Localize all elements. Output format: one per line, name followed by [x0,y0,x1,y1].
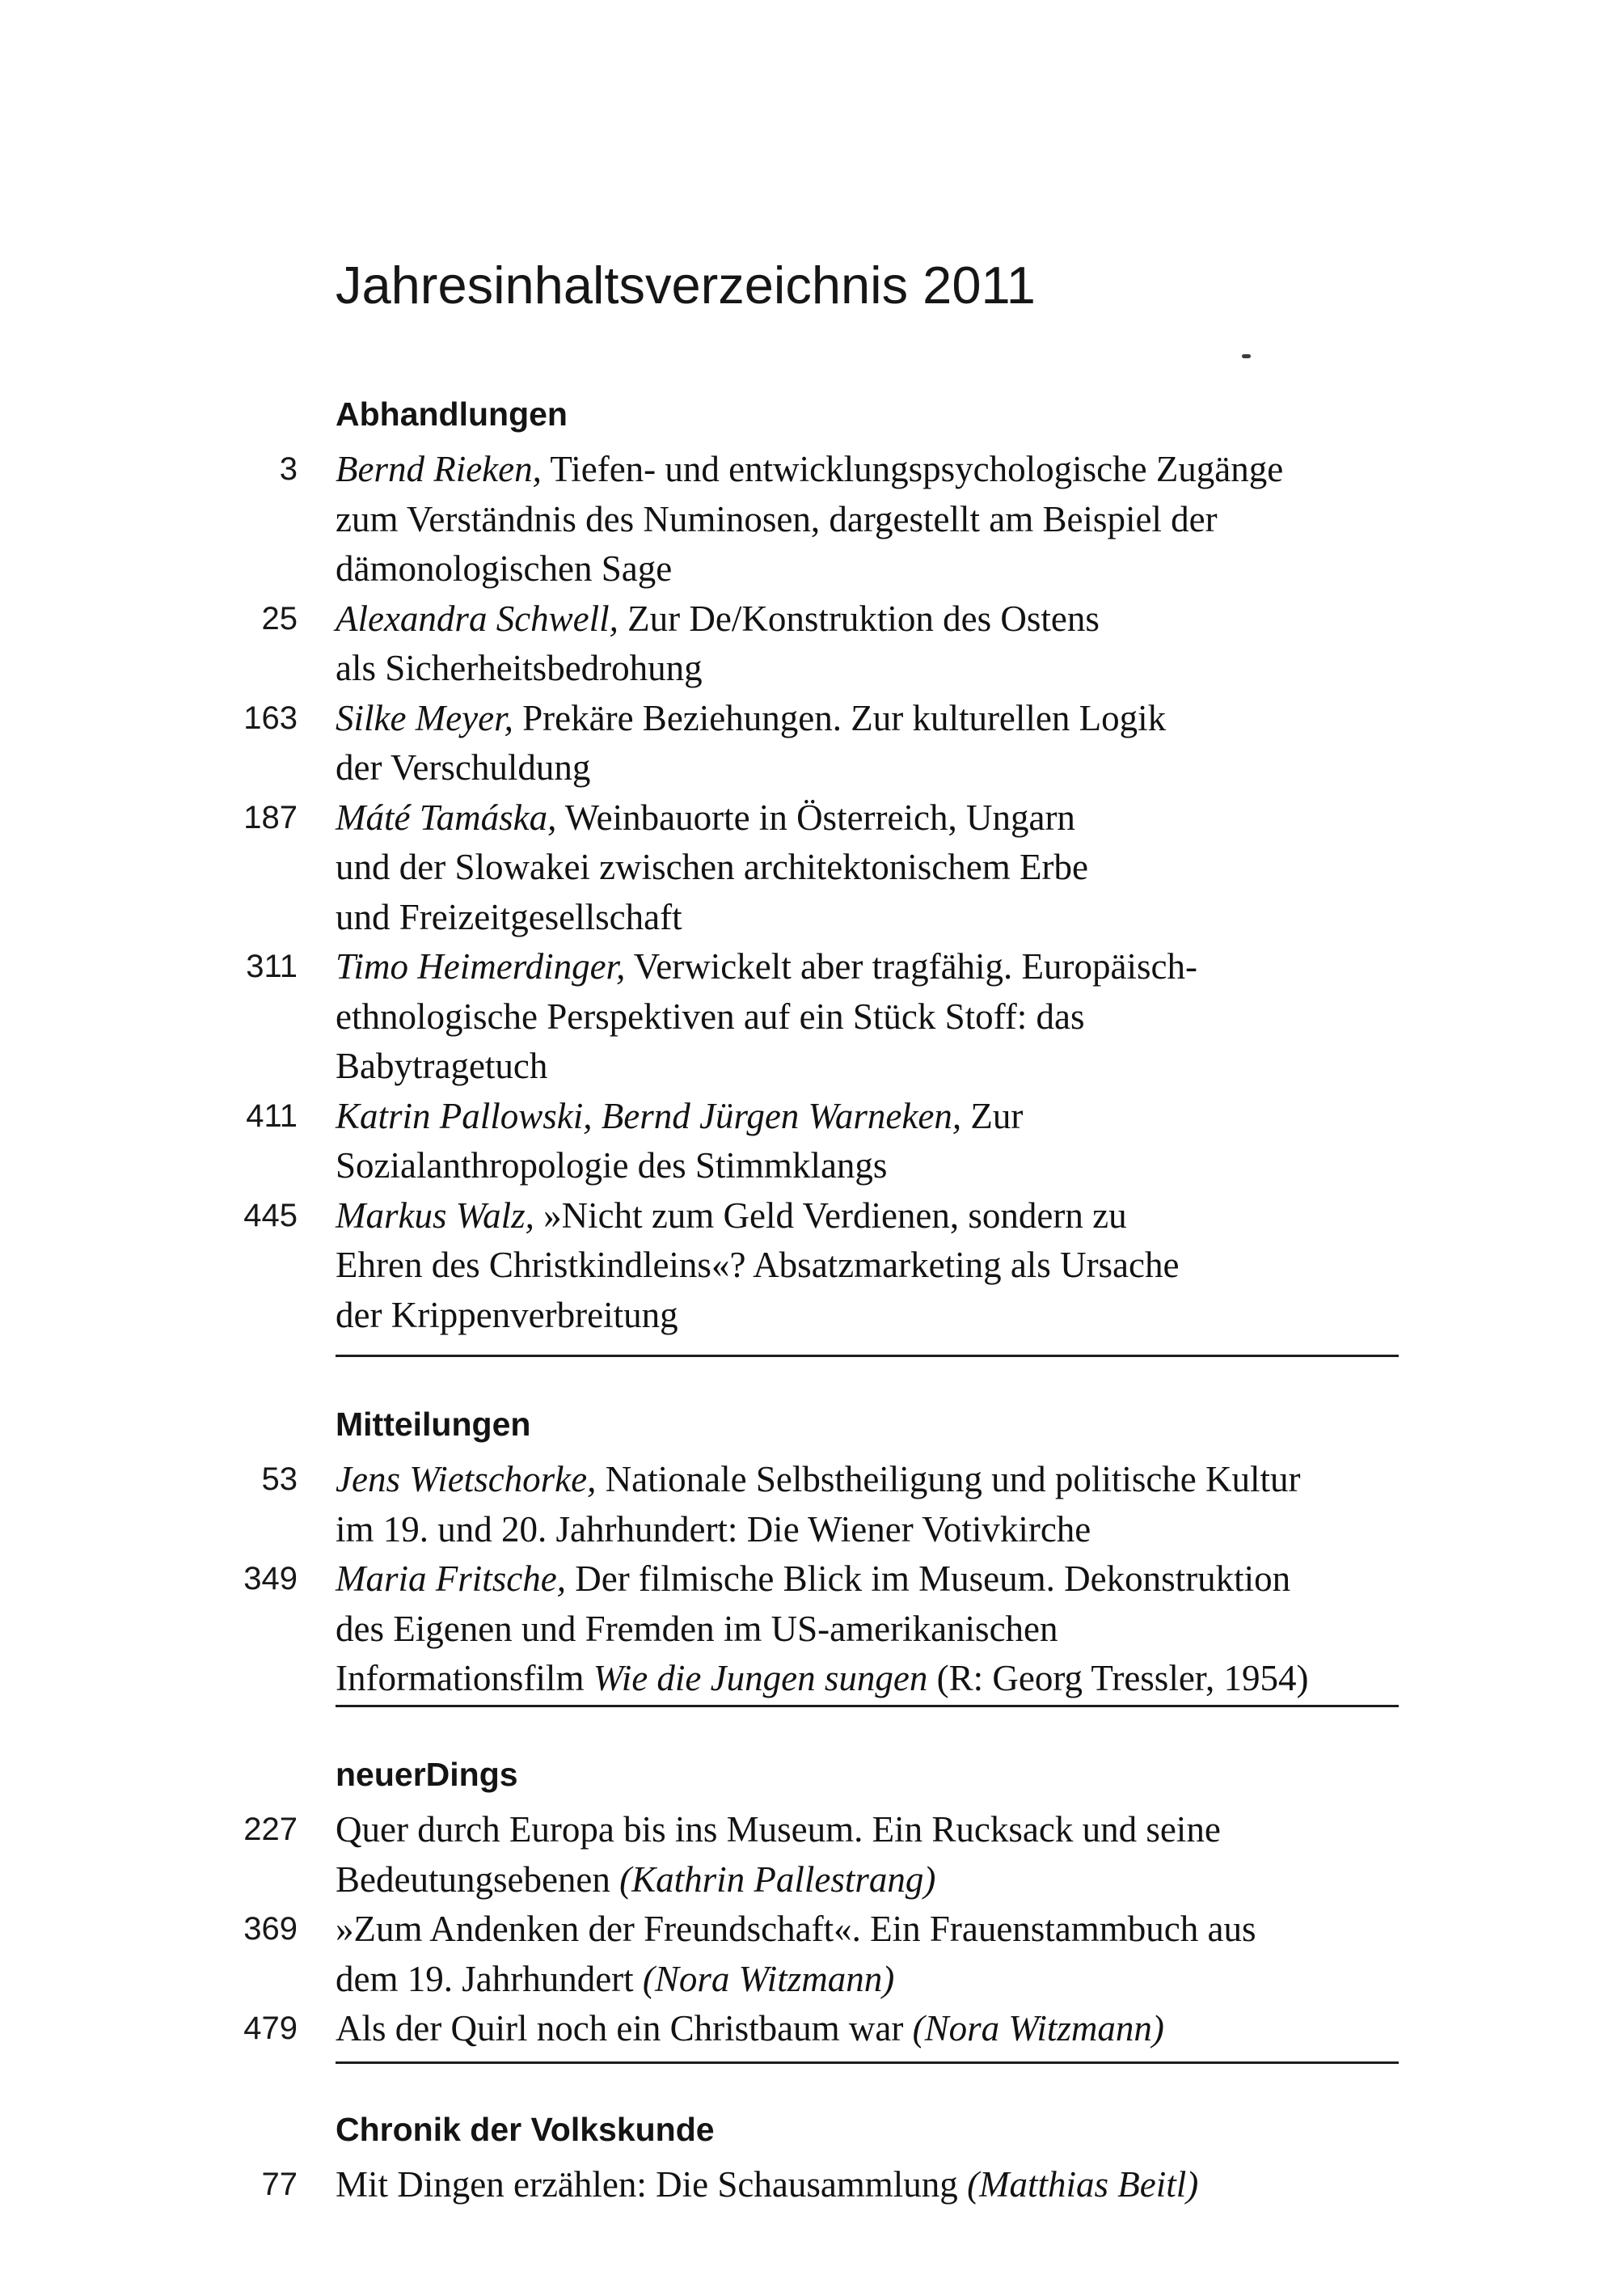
entry-text [336,694,1166,793]
plain-text: des Eigenen und Fremden im US-amerikanischen [336,1608,1058,1649]
entry-line [336,1654,1308,1704]
plain-text: Bedeutungsebenen [336,1858,620,1900]
entry-line [336,1241,1179,1291]
entry-page-number: 411 [246,1097,298,1134]
entry-line [336,893,1088,943]
plain-text: Quer durch Europa bis ins Museum. Ein Rucksack und seine [336,1809,1221,1850]
entry-line [336,644,1100,694]
entry-line [336,544,1283,594]
plain-text: Weinbauorte in Österreich, Ungarn [556,797,1075,838]
section-heading: neuerDings [336,1756,518,1793]
toc-entry [194,694,1423,793]
section-divider [336,1355,1399,1357]
entry-line [336,594,1100,645]
plain-text: und der Slowakei zwischen architektonischem Erbe [336,847,1088,887]
entry-line [336,1141,1023,1191]
toc-entry [194,594,1423,694]
plain-text: »Zum Andenken der Freundschaft«. Ein Frauenstammbuch aus [336,1909,1256,1949]
italic-text: Maria Fritsche, [336,1558,566,1599]
plain-text: Informationsfilm [336,1658,593,1698]
plain-text: Nationale Selbstheiligung und politische Kultur [596,1459,1301,1499]
page-title: Jahresinhaltsverzeichnis 2011 [336,256,1036,315]
entry-text [336,445,1283,594]
toc-entry [194,1092,1423,1191]
italic-text: Bernd Rieken, [336,449,542,489]
italic-text: (Nora Witzmann) [912,2008,1164,2049]
toc-entry [194,1191,1423,1341]
entry-text [336,1455,1301,1554]
section-heading: Abhandlungen [336,395,568,433]
entry-text [336,942,1197,1092]
entry-page-number: 227 [243,1812,298,1847]
plain-text: zum Verständnis des Numinosen, dargestellt am Beispiel der [336,498,1218,539]
entry-page-number: 349 [243,1561,298,1596]
section-divider [336,1705,1399,1707]
plain-text: dem 19. Jahrhundert [336,1958,643,1999]
entry-text [336,1092,1023,1191]
plain-text: Als der Quirl noch ein Christbaum war [336,2008,913,2049]
entry-line [336,1042,1197,1092]
entry-line [336,2160,1198,2210]
entry-page-number: 311 [246,949,298,984]
plain-text: Zur De/Konstruktion des Ostens [618,598,1100,639]
plain-text: »Nicht zum Geld Verdienen, sondern zu [534,1195,1127,1236]
entry-line [336,1505,1301,1555]
entry-line [336,1455,1301,1505]
entry-line [336,1191,1179,1241]
plain-text: dämonologischen Sage [336,548,673,589]
plain-text: im 19. und 20. Jahrhundert: Die Wiener Votivkirche [336,1508,1091,1550]
entry-page-number: 445 [243,1197,298,1233]
entry-page-number: 53 [261,1461,298,1497]
italic-text: Alexandra Schwell, [336,598,619,639]
plain-text: Mit Dingen erzählen: Die Schausammlung [336,2164,968,2205]
entry-line [336,1554,1308,1605]
toc-entry [194,445,1423,594]
toc-entry [194,1455,1423,1554]
italic-text: Máté Tamáska, [336,797,557,838]
plain-text: (R: Georg Tressler, 1954) [927,1658,1309,1698]
section-heading: Chronik der Volkskunde [336,2111,715,2148]
entry-line [336,1291,1179,1341]
entry-line [336,793,1088,844]
italic-text: Timo Heimerdinger, [336,946,626,987]
toc-entry [194,942,1423,1092]
entry-line [336,1092,1023,1142]
entry-line [336,1805,1221,1855]
plain-text: Ehren des Christkindleins«? Absatzmarketing als Ursache [336,1245,1180,1285]
section-heading: Mitteilungen [336,1406,531,1443]
entry-line [336,445,1283,495]
plain-text: Babytragetuch [336,1046,548,1086]
plain-text: Verwickelt aber tragfähig. Europäisch- [625,946,1197,987]
entry-page-number: 479 [243,2011,298,2046]
plain-text: ethnologische Perspektiven auf ein Stück Stoff: das [336,996,1085,1037]
entry-page-number: 187 [243,799,298,835]
plain-text: Sozialanthropologie des Stimmklangs [336,1145,888,1186]
entry-page-number: 25 [261,600,298,636]
plain-text: der Verschuldung [336,747,591,788]
section-divider [336,2061,1399,2064]
entry-page-number: 3 [279,451,298,487]
entry-line [336,1605,1308,1655]
plain-text: Zur [961,1095,1024,1136]
plain-text: der Krippenverbreitung [336,1294,678,1335]
entry-line [336,992,1197,1042]
italic-text: Jens Wietschorke, [336,1459,597,1499]
entry-line [336,495,1283,545]
section-mitteilungen [194,1400,1423,1704]
entry-line [336,694,1166,744]
toc-entry [194,2160,1423,2210]
italic-text: (Matthias Beitl) [967,2164,1199,2205]
entry-line [336,743,1166,793]
plain-text: Prekäre Beziehungen. Zur kulturellen Logik [513,697,1167,738]
entry-page-number: 77 [261,2167,298,2202]
italic-text: Silke Meyer, [336,697,513,738]
entry-text [336,1191,1179,1341]
plain-text: Der filmische Blick im Museum. Dekonstruktion [565,1558,1291,1599]
toc-entry [194,1905,1423,2004]
entry-text [336,1554,1308,1704]
entry-page-number: 369 [243,1911,298,1947]
italic-text: Wie die Jungen sungen [593,1658,928,1698]
toc-entry [194,793,1423,943]
entry-text [336,594,1100,694]
entry-text [336,793,1088,943]
italic-text: Markus Walz, [336,1195,534,1236]
entry-page-number: 163 [243,700,298,736]
toc-entry [194,1554,1423,1704]
section-neuerdings [194,1750,1423,2054]
entry-text [336,2160,1198,2210]
toc-entry [194,1805,1423,1905]
entry-line [336,2004,1164,2054]
entry-line [336,843,1088,893]
section-abhandlungen [194,390,1423,1340]
plain-text: als Sicherheitsbedrohung [336,648,703,688]
plain-text: und Freizeitgesellschaft [336,896,682,937]
entry-text [336,1805,1221,1905]
entry-line [336,1955,1256,2005]
entry-line [336,1905,1256,1955]
italic-text: (Nora Witzmann) [642,1958,895,1999]
plain-text: Tiefen- und entwicklungspsychologische Zugänge [541,449,1284,489]
entry-text [336,2004,1164,2054]
italic-text: Katrin Pallowski, Bernd Jürgen Warneken, [336,1095,962,1136]
toc-content [194,0,1423,2296]
section-chronik-der-volkskunde [194,2105,1423,2210]
entry-text [336,1905,1256,2004]
toc-entry [194,2004,1423,2054]
italic-text: (Kathrin Pallestrang) [619,1858,936,1900]
entry-line [336,942,1197,992]
entry-line [336,1855,1221,1905]
